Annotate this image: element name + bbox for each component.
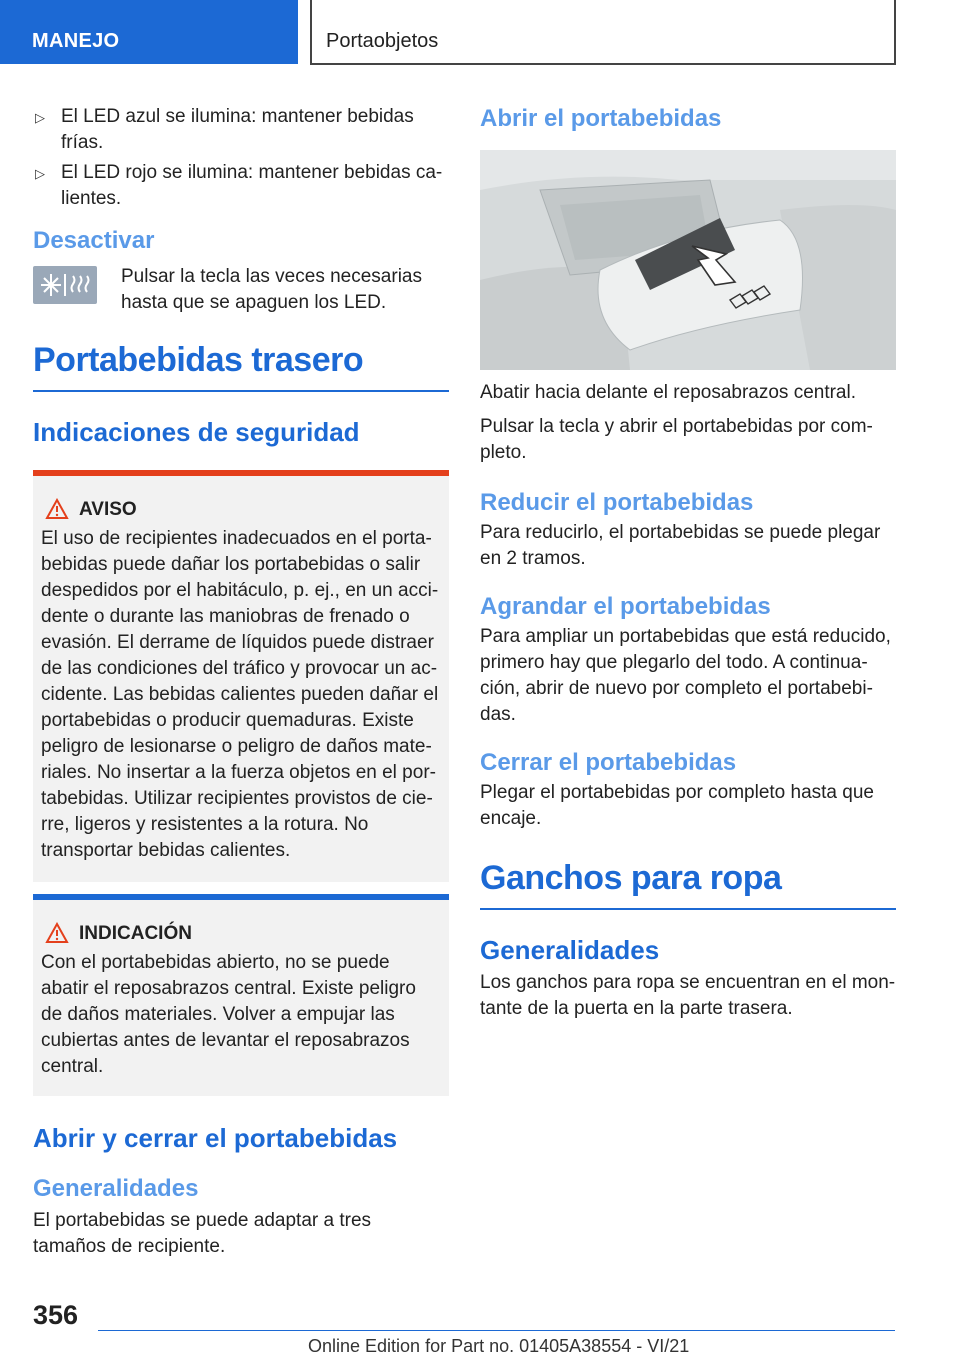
left-column [33,100,449,1260]
triangle-bullet-icon: ▷ [35,166,45,181]
open-step-2: Pulsar la tecla y abrir el portabebidas por com-pleto. [480,416,873,463]
close-text: Plegar el portabebidas por completo hasta que encaje. [480,782,874,829]
footer-divider [98,1330,895,1331]
warning-text: El uso de recipientes inadecuados en el porta-bebidas puede dañar los portabebidas o salir despedidos por el habitáculo, p. ej., en un acci-dente o durante las maniobras de frenado o evasión. El derrame de líquidos puede distraer de las condiciones del tráfico y provocar un ac-cidente. Las bebidas calientes pueden dañar el portabebidas o producir quemaduras. Existe peligro de lesionarse o peligro de daños mate-riales. No insertar a la fuerza objetos en el por-tabebidas. Utilizar recipientes provistos de cie-rre, ligeros y resistentes a la rotura. No transportar bebidas calientes. [41,528,439,861]
deactivate-row [33,264,449,320]
safety-heading: Indicaciones de seguridad [33,417,360,447]
armrest-illustration [480,150,896,370]
header-section-label: MANEJO [32,30,120,52]
page-number: 356 [33,1300,79,1330]
triangle-bullet-icon: ▷ [35,110,45,125]
header-topic-box [310,0,896,65]
title-divider [480,908,896,910]
reduce-heading: Reducir el portabebidas [480,489,754,516]
list-item: ▷ El LED azul se ilumina: mantener bebidas frías. [35,106,414,153]
open-step-1: Abatir hacia delante el reposabrazos central. [480,382,857,403]
right-column [480,100,896,1022]
warning-triangle-icon [45,498,69,520]
seat-climate-button-icon [33,266,97,304]
title-divider [33,390,449,392]
general-text: El portabebidas se puede adaptar a tres tamaños de recipiente. [33,1210,372,1257]
footer-edition: Online Edition for Part no. 01405A38554 - VI/21 [308,1336,690,1356]
hooks-general-text: Los ganchos para ropa se encuentran en el mon-tante de la puerta en la parte trasera. [480,972,896,1019]
deactivate-heading: Desactivar [33,227,155,254]
open-cupholder-heading: Abrir el portabebidas [480,105,722,132]
notice-text: Con el portabebidas abierto, no se puede abatir el reposabrazos central. Existe peligro de daños materiales. Volver a empujar las cubiertas antes de levantar el reposabrazos central. [41,952,416,1077]
clothes-hooks-title: Ganchos para ropa [480,859,782,897]
enlarge-heading: Agrandar el portabebidas [480,593,771,620]
notice-box [33,894,449,1096]
hooks-general-heading: Generalidades [480,935,660,965]
reduce-text: Para reducirlo, el portabebidas se puede plegar en 2 tramos. [480,522,881,569]
list-item: ▷ El LED rojo se ilumina: mantener bebidas ca-lientes. [35,162,443,209]
rear-cupholder-title: Portabebidas trasero [33,341,364,379]
open-close-heading: Abrir y cerrar el portabebidas [33,1123,398,1153]
header-section-tab [0,0,298,64]
header-topic-label: Portaobjetos [326,30,439,52]
enlarge-text: Para ampliar un portabebidas que está reducido, primero hay que plegarlo del todo. A continua-ción, abrir de nuevo por completo el portabebi-das. [480,626,891,725]
deactivate-text: Pulsar la tecla las veces necesarias hasta que se apaguen los LED. [121,266,422,313]
general-heading: Generalidades [33,1175,199,1202]
notice-title: INDICACIÓN [33,920,449,950]
close-heading: Cerrar el portabebidas [480,749,737,776]
warning-box [33,470,449,882]
warning-title: AVISO [33,496,449,526]
notice-triangle-icon [45,922,69,944]
